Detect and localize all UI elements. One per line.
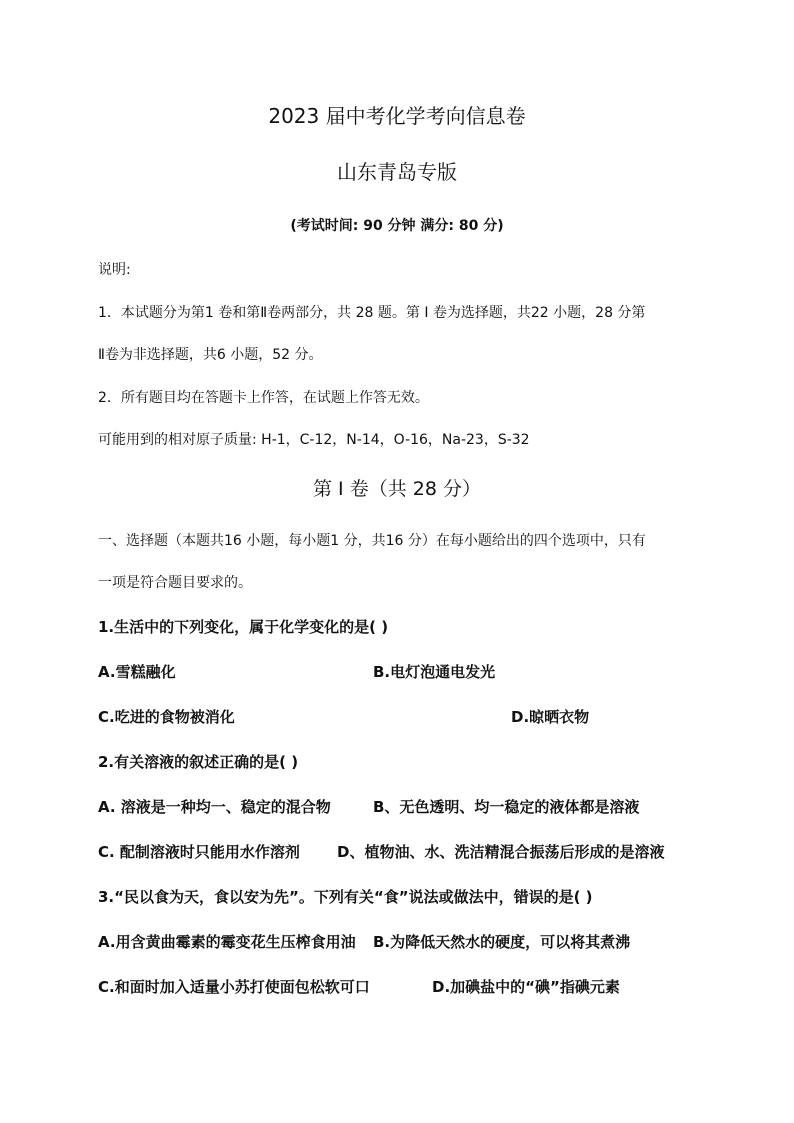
question-3-option-a: A.用含黄曲霉素的霉变花生压榨食用油 bbox=[98, 933, 356, 951]
question-2-option-d: D、植物油、水、洗洁精混合振荡后形成的是溶液 bbox=[337, 843, 665, 861]
question-1-option-a: A.雪糕融化 bbox=[98, 663, 176, 681]
question-1-stem: 1.生活中的下列变化，属于化学变化的是( ) bbox=[98, 618, 389, 636]
question-2-stem: 2.有关溶液的叙述正确的是( ) bbox=[98, 753, 299, 771]
atomic-masses: 可能用到的相对原子质量: H-1，C-12，N-14，O-16，Na-23，S-32 bbox=[98, 432, 530, 448]
question-1-option-d: D.晾晒衣物 bbox=[511, 708, 590, 726]
question-2-option-c: C. 配制溶液时只能用水作溶剂 bbox=[98, 843, 300, 861]
question-1-option-c: C.吃进的食物被消化 bbox=[98, 708, 235, 726]
instructions-label: 说明: bbox=[98, 262, 131, 278]
section-intro-line-2: 一项是符合题目要求的。 bbox=[98, 575, 252, 591]
question-2-option-b: B、无色透明、均一稳定的液体都是溶液 bbox=[373, 798, 640, 816]
instruction-item-1-line-1: 1．本试题分为第1 卷和第Ⅱ卷两部分，共 28 题。第 I 卷为选择题，共22 小题，28 分第 bbox=[98, 305, 646, 321]
question-2-option-a: A. 溶液是一种均一、稳定的混合物 bbox=[98, 798, 331, 816]
question-1-option-b: B.电灯泡通电发光 bbox=[373, 663, 496, 681]
exam-info: (考试时间: 90 分钟 满分: 80 分) bbox=[290, 218, 504, 234]
section-intro-line-1: 一、选择题（本题共16 小题，每小题1 分，共16 分）在每小题给出的四个选项中，只有 bbox=[98, 533, 646, 549]
document-subtitle: 山东青岛专版 bbox=[337, 160, 457, 184]
question-3-option-b: B.为降低天然水的硬度，可以将其煮沸 bbox=[373, 933, 631, 951]
question-3-stem: 3.“民以食为天，食以安为先”。下列有关“食”说法或做法中，错误的是( ) bbox=[98, 888, 593, 906]
document-title: 2023 届中考化学考向信息卷 bbox=[268, 104, 526, 128]
question-3-option-d: D.加碘盐中的“碘”指碘元素 bbox=[432, 978, 620, 996]
question-3-option-c: C.和面时加入适量小苏打使面包松软可口 bbox=[98, 978, 370, 996]
instruction-item-1-line-2: Ⅱ卷为非选择题，共6 小题，52 分。 bbox=[98, 347, 323, 363]
section-title: 第 I 卷（共 28 分） bbox=[313, 478, 481, 500]
instruction-item-2: 2．所有题目均在答题卡上作答，在试题上作答无效。 bbox=[98, 390, 429, 406]
